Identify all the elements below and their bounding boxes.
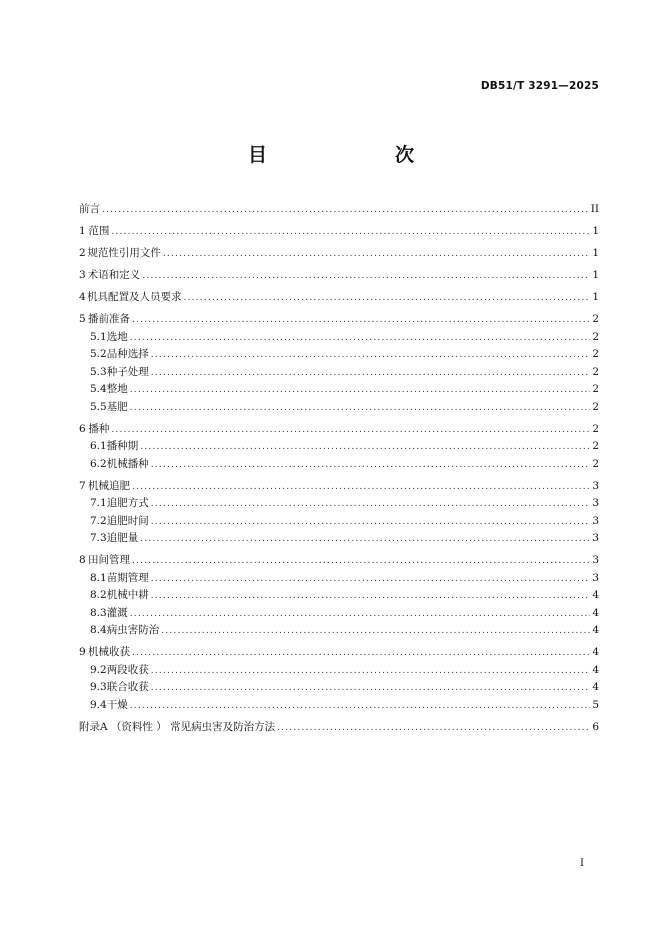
toc-entry[interactable] [79, 719, 599, 737]
toc-entry-label: 附录A （资料性 ） 常见病虫害及防治方法 [79, 720, 276, 733]
toc-entry[interactable] [79, 587, 599, 605]
toc-entry-number: 8.4 [90, 624, 107, 636]
toc-entry-number: 8.2 [90, 589, 107, 601]
toc-entry-label: 追肥方式 [106, 497, 149, 509]
toc-entry-page: 3 [592, 571, 599, 584]
toc-entry-number: 8 [79, 554, 86, 566]
toc-entry-label: 机具配置及人员要求 [86, 291, 182, 303]
toc-entry-number: 8.1 [90, 571, 107, 584]
toc-dot-leader [132, 312, 590, 330]
toc-entry-page: 4 [592, 646, 599, 658]
toc-entry-page: 4 [592, 606, 599, 619]
toc-dot-leader [151, 588, 591, 606]
toc-entry[interactable] [79, 679, 599, 697]
toc-entry-number: 9.3 [90, 681, 107, 693]
toc-entry-label: 机械收获 [87, 646, 130, 658]
toc-dot-leader [132, 479, 590, 497]
toc-entry[interactable] [79, 245, 599, 263]
toc-entry-number: 7 [79, 479, 86, 492]
toc-entry-number: 9.2 [90, 663, 107, 676]
toc-entry[interactable] [79, 495, 599, 513]
toc-entry[interactable] [79, 329, 599, 347]
toc-entry[interactable] [79, 421, 599, 439]
toc-entry-number: 5.1 [90, 330, 107, 343]
toc-entry[interactable] [79, 644, 599, 662]
toc-entry-number: 8.3 [90, 606, 107, 619]
toc-entry-number: 6 [79, 422, 86, 435]
toc-entry-number: 5.2 [90, 348, 107, 360]
toc-entry-number: 3 [79, 269, 86, 281]
toc-dot-leader [130, 330, 591, 348]
toc-dot-leader [111, 422, 590, 440]
toc-entry[interactable] [79, 311, 599, 329]
toc-dot-leader [163, 246, 590, 264]
toc-entry[interactable] [79, 697, 599, 715]
toc-entry-label: 范围 [88, 225, 110, 237]
toc-entry-page: 6 [592, 720, 599, 733]
toc-entry-number: 5.4 [90, 383, 107, 395]
toc-dot-leader [142, 268, 590, 286]
toc-entry[interactable] [79, 267, 599, 285]
toc-entry-label: 机械中耕 [106, 589, 149, 601]
toc-entry-page: 2 [592, 400, 599, 413]
toc-dot-leader [151, 365, 591, 383]
toc-entry[interactable] [79, 223, 599, 241]
toc-entry-page: 2 [592, 440, 599, 452]
toc-dot-leader [132, 645, 590, 663]
toc-entry[interactable] [79, 381, 599, 399]
toc-entry-number: 5.3 [90, 365, 107, 378]
toc-dot-leader [161, 623, 590, 641]
toc-dot-leader [130, 382, 591, 400]
toc-dot-leader [183, 290, 590, 308]
toc-entry[interactable] [79, 478, 599, 496]
toc-entry[interactable] [79, 438, 599, 456]
toc-dot-leader [132, 553, 590, 571]
toc-entry-page: 4 [592, 589, 599, 601]
toc-entry-page: 5 [592, 698, 599, 711]
toc-entry-number: 9.4 [90, 698, 107, 711]
page-title: 目 次 [247, 144, 444, 166]
toc-dot-leader [151, 571, 591, 589]
toc-entry-number: 7.3 [90, 532, 107, 544]
toc-dot-leader [151, 514, 591, 532]
toc-entry[interactable] [79, 605, 599, 623]
toc-entry-label: 追肥量 [106, 532, 139, 544]
toc-entry-number: 7.2 [90, 514, 107, 527]
toc-entry[interactable] [79, 622, 599, 640]
toc-entry[interactable] [79, 570, 599, 588]
toc-entry-page: 1 [592, 269, 599, 281]
toc-entry-page: 3 [592, 532, 599, 544]
toc-entry-page: 2 [592, 348, 599, 360]
toc-entry[interactable] [79, 456, 599, 474]
toc-entry-number: 5 [79, 313, 86, 325]
toc-entry-page: 1 [592, 247, 599, 259]
toc-entry-label: 两段收获 [106, 663, 149, 676]
toc-entry-label: 机械播种 [106, 457, 149, 470]
toc-entry-number: 2 [79, 247, 86, 259]
toc-entry-label: 苗期管理 [106, 571, 149, 584]
toc-entry-page: 2 [592, 383, 599, 395]
toc-entry-label: 播前准备 [87, 313, 130, 325]
toc-entry-label: 联合收获 [106, 681, 149, 693]
toc-entry-page: 3 [592, 514, 599, 527]
toc-entry-label: 术语和定义 [87, 269, 141, 281]
toc-entry[interactable] [79, 364, 599, 382]
toc-dot-leader [130, 606, 591, 624]
toc-entry-label: 田间管理 [87, 554, 130, 566]
toc-entry-number: 6.2 [90, 457, 107, 470]
toc-entry-page: 2 [592, 422, 599, 435]
toc-dot-leader [130, 400, 591, 418]
toc-entry-label: 整地 [106, 383, 128, 395]
toc-dot-leader [151, 347, 591, 365]
toc-dot-leader [102, 202, 589, 220]
toc-entry-label: 前言 [79, 203, 100, 215]
toc-dot-leader [130, 698, 591, 716]
toc-entry-number: 9 [79, 646, 86, 658]
toc-entry-page: 1 [592, 225, 599, 237]
toc-entry[interactable] [79, 399, 599, 417]
toc-entry-page: 2 [592, 365, 599, 378]
toc-entry-number: 5.5 [90, 400, 107, 413]
toc-entry-label: 基肥 [106, 400, 128, 413]
toc-entry[interactable] [79, 662, 599, 680]
toc-entry-page: 2 [592, 457, 599, 470]
table-of-contents [79, 201, 599, 736]
toc-entry-label: 播种 [88, 422, 110, 435]
toc-entry-page: 1 [592, 291, 599, 303]
toc-entry-label: 规范性引用文件 [87, 247, 161, 259]
toc-entry-label: 选地 [106, 330, 128, 343]
toc-dot-leader [151, 496, 591, 514]
toc-dot-leader [140, 439, 590, 457]
toc-entry-number: 1 [79, 225, 86, 237]
toc-entry-label: 机械追肥 [87, 479, 130, 492]
toc-entry-label: 追肥时间 [106, 514, 149, 527]
toc-dot-leader [151, 680, 591, 698]
toc-entry-page: 2 [592, 313, 599, 325]
toc-entry[interactable] [79, 289, 599, 307]
toc-dot-leader [151, 457, 591, 475]
toc-entry-page: 4 [592, 624, 599, 636]
toc-entry-page: II [590, 203, 599, 215]
toc-entry-number: 6.1 [90, 440, 107, 452]
toc-entry-label: 品种选择 [106, 348, 149, 360]
toc-entry-page: 3 [592, 554, 599, 566]
toc-entry-label: 种子处理 [106, 365, 149, 378]
toc-entry[interactable] [79, 201, 599, 219]
toc-dot-leader [151, 663, 591, 681]
toc-entry-page: 4 [592, 663, 599, 676]
page-number: I [580, 858, 584, 869]
document-code: DB51/T 3291—2025 [480, 80, 599, 92]
toc-entry-label: 灌溉 [106, 606, 128, 619]
toc-entry-number: 4 [79, 291, 86, 303]
toc-entry-label: 病虫害防治 [106, 624, 160, 636]
toc-entry-page: 4 [592, 681, 599, 693]
toc-entry-page: 2 [592, 330, 599, 343]
toc-entry-label: 干燥 [106, 698, 128, 711]
toc-dot-leader [140, 531, 590, 549]
toc-entry[interactable] [79, 530, 599, 548]
toc-entry-label: 播种期 [106, 440, 139, 452]
toc-entry[interactable] [79, 346, 599, 364]
toc-dot-leader [111, 224, 590, 242]
toc-entry[interactable] [79, 552, 599, 570]
toc-dot-leader [277, 720, 590, 738]
toc-entry[interactable] [79, 513, 599, 531]
toc-entry-page: 3 [592, 497, 599, 509]
toc-entry-page: 3 [592, 479, 599, 492]
toc-entry-number: 7.1 [90, 497, 107, 509]
